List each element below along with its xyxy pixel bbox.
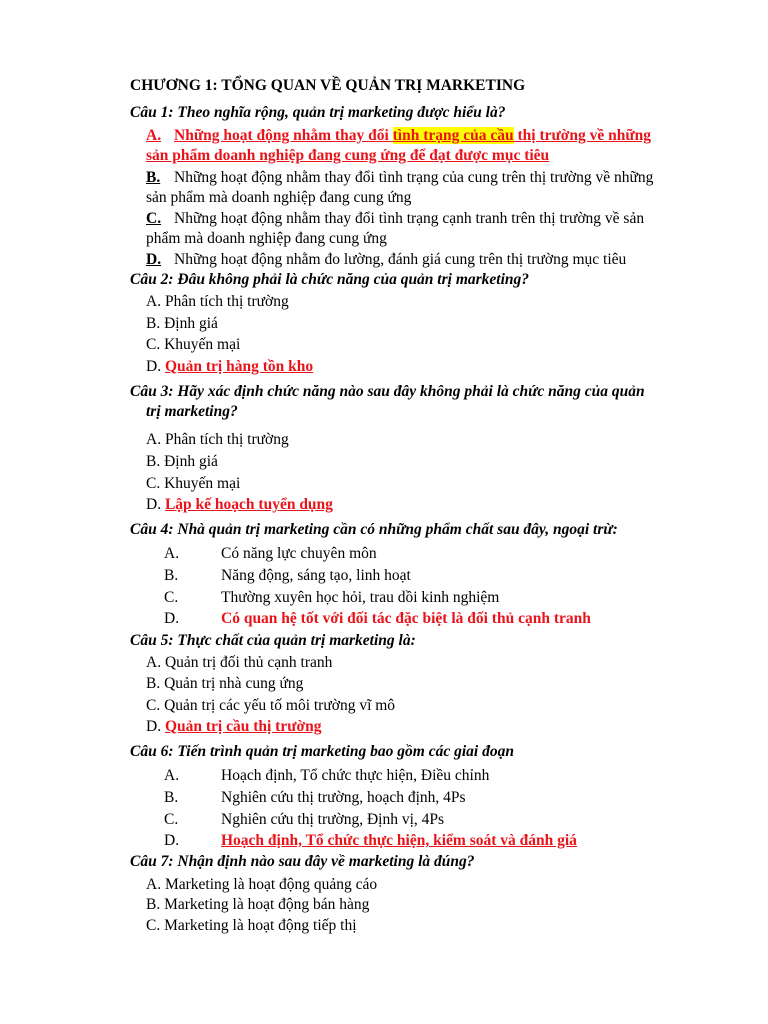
q6-option-d-text: Hoạch định, Tổ chức thực hiện, kiểm soát và đánh giá xyxy=(221,832,577,849)
q4-option-b-text: Năng động, sáng tạo, linh hoạt xyxy=(221,567,411,584)
q1-option-a-line2: sản phẩm doanh nghiệp đang cung ứng để đạt được mục tiêu xyxy=(146,147,550,164)
q3-option-a: A. Phân tích thị trường xyxy=(146,431,289,448)
chapter-title: CHƯƠNG 1: TỔNG QUAN VỀ QUẢN TRỊ MARKETING xyxy=(130,77,526,94)
q1-a-part1: Những hoạt động nhằm thay đổi xyxy=(174,127,393,144)
q2-option-d-text: Quản trị hàng tồn kho xyxy=(164,358,314,375)
q5-option-a: A. Quản trị đối thủ cạnh tranh xyxy=(146,654,333,671)
q1-option-a-letter: A. xyxy=(146,127,162,144)
q6-option-a-letter: A. xyxy=(164,767,180,784)
q6-option-c-text: Nghiên cứu thị trường, Định vị, 4Ps xyxy=(221,811,445,828)
q2-option-a: A. Phân tích thị trường xyxy=(146,293,289,310)
q5-option-d-text: Quản trị cầu thị trường xyxy=(164,718,322,735)
q1-option-b-letter: B. xyxy=(146,169,161,186)
q3-option-b: B. Định giá xyxy=(146,453,218,470)
q2-option-d-letter: D. xyxy=(146,358,165,375)
q4-option-a-letter: A. xyxy=(164,545,180,562)
q5-option-d-letter: D. xyxy=(146,718,165,735)
q7-option-a: A. Marketing là hoạt động quảng cáo xyxy=(146,876,378,893)
q2-option-b: B. Định giá xyxy=(146,315,218,332)
question-4: Câu 4: Nhà quản trị marketing cần có những phẩm chất sau đây, ngoại trừ: xyxy=(130,521,618,538)
q1-option-b-line2: sản phẩm mà doanh nghiệp đang cung ứng xyxy=(146,189,412,206)
q3-option-d xyxy=(146,495,333,515)
q3-option-c: C. Khuyến mại xyxy=(146,475,241,492)
q6-option-a-text: Hoạch định, Tổ chức thực hiện, Điều chỉnh xyxy=(221,767,490,784)
q5-option-b: B. Quản trị nhà cung ứng xyxy=(146,675,304,692)
q3-option-d-text: Lập kế hoạch tuyển dụng xyxy=(164,496,333,513)
q4-option-d-text: Có quan hệ tốt với đối tác đặc biệt là đối thủ cạnh tranh xyxy=(221,610,591,627)
question-7: Câu 7: Nhận định nào sau đây về marketing là đúng? xyxy=(130,853,475,870)
q5-option-d xyxy=(146,717,321,737)
q1-a-highlight: tình trạng của cầu xyxy=(392,127,514,144)
q4-option-c-letter: C. xyxy=(164,589,179,606)
q1-option-a xyxy=(146,126,161,146)
q5-option-c: C. Quản trị các yếu tố môi trường vĩ mô xyxy=(146,697,396,714)
q1-option-c-letter: C. xyxy=(146,210,162,227)
q2-option-d xyxy=(146,357,313,377)
q7-option-c: C. Marketing là hoạt động tiếp thị xyxy=(146,917,357,934)
q1-option-d-text: Những hoạt động nhằm đo lường, đánh giá cung trên thị trường mục tiêu xyxy=(174,251,627,268)
q4-option-b-letter: B. xyxy=(164,567,179,584)
question-6: Câu 6: Tiến trình quản trị marketing bao gồm các giai đoạn xyxy=(130,743,514,760)
q1-option-b-text: Những hoạt động nhằm thay đổi tình trạng của cung trên thị trường về những xyxy=(174,169,654,186)
q6-option-b-letter: B. xyxy=(164,789,179,806)
question-3-line2: trị marketing? xyxy=(146,403,238,420)
q1-option-d-letter: D. xyxy=(146,251,162,268)
q6-option-d-letter: D. xyxy=(164,832,180,849)
question-1: Câu 1: Theo nghĩa rộng, quản trị marketing được hiểu là? xyxy=(130,104,506,121)
q7-option-b: B. Marketing là hoạt động bán hàng xyxy=(146,896,370,913)
q1-option-c-line2: phẩm mà doanh nghiệp đang cung ứng xyxy=(146,230,387,247)
q2-option-c: C. Khuyến mại xyxy=(146,336,241,353)
q3-option-d-letter: D. xyxy=(146,496,165,513)
q1-option-a-text xyxy=(174,126,651,146)
q4-option-a-text: Có năng lực chuyên môn xyxy=(221,545,377,562)
q4-option-c-text: Thường xuyên học hỏi, trau dồi kinh nghiệm xyxy=(221,589,500,606)
q6-option-c-letter: C. xyxy=(164,811,179,828)
q1-option-c-text: Những hoạt động nhằm thay đổi tình trạng cạnh tranh trên thị trường về sản xyxy=(174,210,645,227)
q6-option-b-text: Nghiên cứu thị trường, hoạch định, 4Ps xyxy=(221,789,466,806)
question-2: Câu 2: Đâu không phải là chức năng của quản trị marketing? xyxy=(130,271,530,288)
question-3: Câu 3: Hãy xác định chức năng nào sau đây không phải là chức năng của quản xyxy=(130,383,645,400)
q4-option-d-letter: D. xyxy=(164,610,180,627)
q1-a-part2: thị trường về những xyxy=(513,127,652,144)
question-5: Câu 5: Thực chất của quản trị marketing là: xyxy=(130,632,416,649)
